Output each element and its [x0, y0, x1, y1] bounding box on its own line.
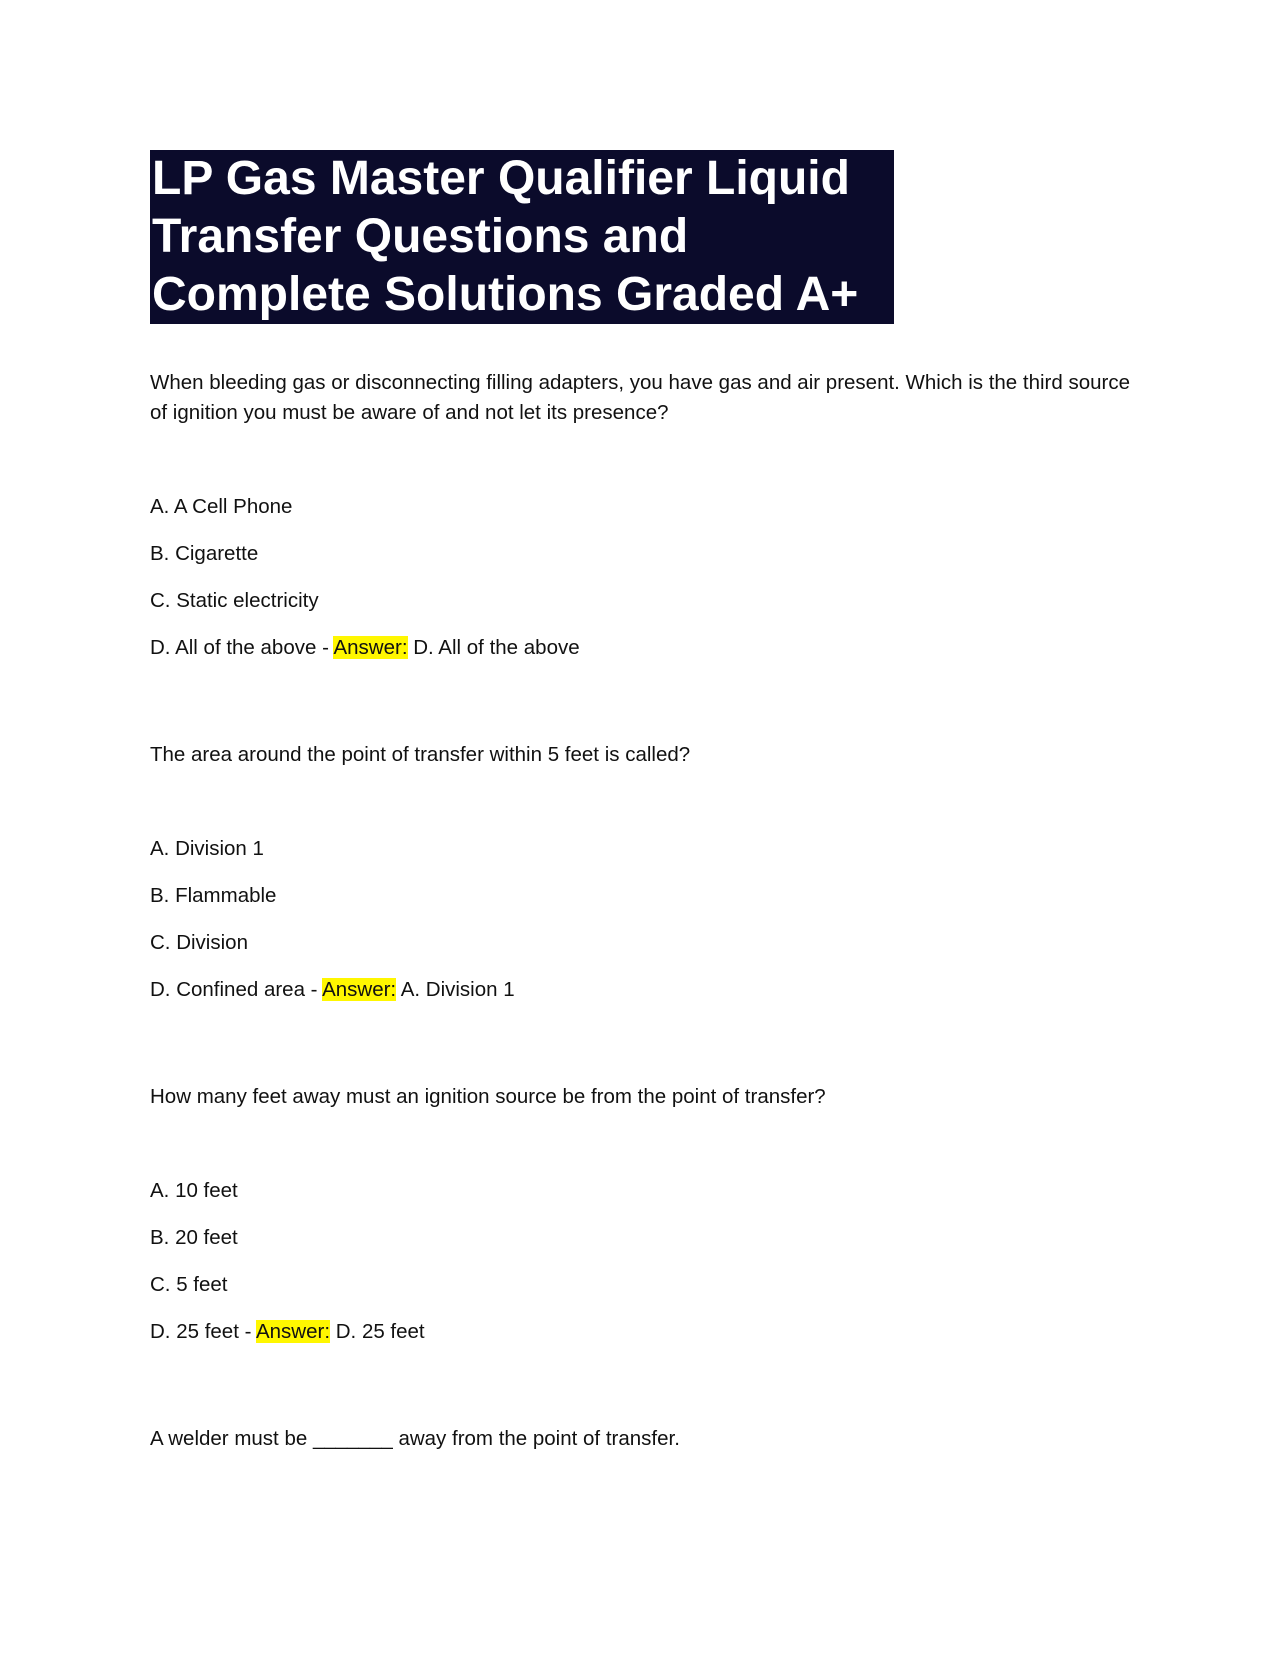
answer-highlight: Answer:	[255, 1320, 331, 1343]
answer-text: D. 25 feet	[330, 1320, 425, 1343]
question-text: The area around the point of transfer within 5 feet is called?	[150, 743, 691, 766]
answer-option: A. 10 feet	[150, 1179, 238, 1202]
title-line: Transfer Questions and	[152, 210, 689, 263]
question-text: When bleeding gas or disconnecting filling adapters, you have gas and air present. Which is the third source of ignition you must be aware of and not let its presence?	[150, 371, 1131, 424]
title-line: Complete Solutions Graded A+	[152, 268, 859, 321]
answer-option: C. Static electricity	[150, 589, 319, 612]
spacer	[150, 680, 1140, 740]
answer-option: B. Flammable	[150, 884, 277, 907]
spacer	[150, 1022, 1140, 1082]
question-text: A welder must be _______ away from the point of transfer.	[150, 1427, 680, 1450]
option-text: D. All of the above -	[150, 636, 334, 659]
answer-option: A. A Cell Phone	[150, 495, 293, 518]
spacer	[150, 1364, 1140, 1424]
answer-option: B. 20 feet	[150, 1226, 238, 1249]
answer-option: A. Division 1	[150, 837, 264, 860]
question-text: How many feet away must an ignition source be from the point of transfer?	[150, 1085, 826, 1108]
spacer	[150, 1112, 1140, 1176]
option-text: D. 25 feet -	[150, 1320, 256, 1343]
answer-option: C. Division	[150, 931, 248, 954]
answer-text: A. Division 1	[396, 978, 515, 1001]
answer-option: B. Cigarette	[150, 542, 259, 565]
answer-option: C. 5 feet	[150, 1273, 228, 1296]
answer-highlight: Answer:	[333, 636, 408, 659]
answer-option-with-solution	[150, 633, 1140, 680]
answer-option-with-solution	[150, 1317, 1140, 1364]
title-line: LP Gas Master Qualifier Liquid	[152, 152, 850, 205]
document-body	[150, 368, 1140, 1454]
document-title	[150, 150, 894, 324]
answer-option-with-solution	[150, 975, 1140, 1022]
answer-highlight: Answer:	[322, 978, 397, 1001]
spacer	[150, 428, 1140, 492]
answer-text: D. All of the above	[407, 636, 580, 659]
spacer	[150, 770, 1140, 834]
option-text: D. Confined area -	[150, 978, 323, 1001]
